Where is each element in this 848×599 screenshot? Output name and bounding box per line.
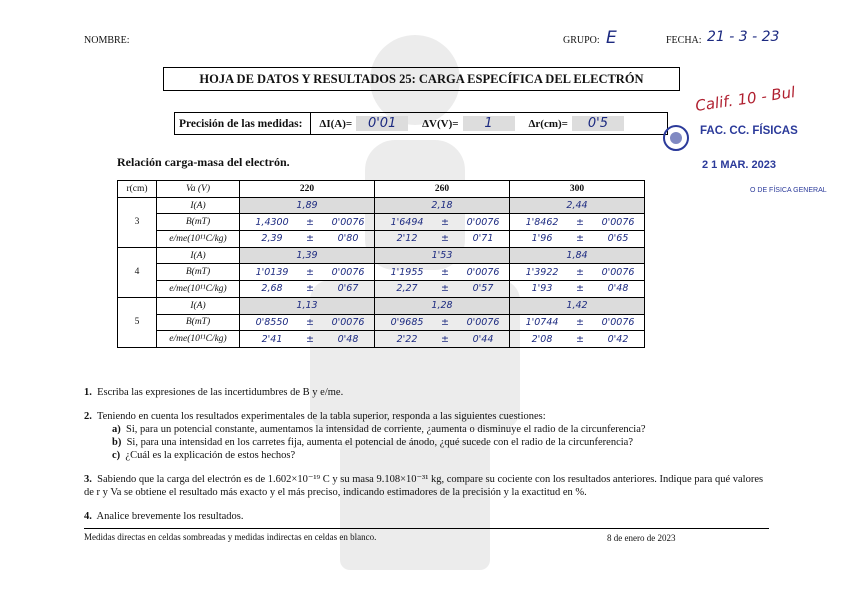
cell-current: 1,84 xyxy=(510,247,645,264)
row-label: e/me(10¹¹C/kg) xyxy=(157,281,240,298)
cell-field: 1'0139 ± 0'0076 xyxy=(240,264,375,281)
table-row xyxy=(118,314,645,331)
table-row xyxy=(118,281,645,298)
question-2c: c) ¿Cuál es la explicación de estos hechos? xyxy=(112,450,296,461)
question-2b: b) Si, para una intensidad en los carretes fija, aumenta el potencial de ánodo, ¿qué sucede con el radio de la circunferencia? xyxy=(112,437,633,448)
question-4: 4. Analice brevemente los resultados. xyxy=(84,511,244,522)
cell-field: 1'8462 ± 0'0076 xyxy=(510,214,645,231)
fecha-value: 21 - 3 - 23 xyxy=(707,29,780,45)
header-r: r(cm) xyxy=(118,181,157,198)
stamp-date: 2 1 MAR. 2023 xyxy=(702,159,776,171)
table-row xyxy=(118,247,645,264)
cell-current: 1'53 xyxy=(375,247,510,264)
row-label: I(A) xyxy=(157,297,240,314)
row-label: e/me(10¹¹C/kg) xyxy=(157,331,240,348)
cell-current: 2,44 xyxy=(510,197,645,214)
cell-charge-mass: 2'41 ± 0'48 xyxy=(240,331,375,348)
precision-label: Precisión de las medidas: xyxy=(175,113,311,134)
grade-annotation: Calif. 10 - Bul xyxy=(694,83,797,115)
data-table xyxy=(117,180,645,348)
precision-box xyxy=(174,112,668,135)
cell-charge-mass: 2'08 ± 0'42 xyxy=(510,331,645,348)
cell-field: 1,4300 ± 0'0076 xyxy=(240,214,375,231)
question-2: 2. Teniendo en cuenta los resultados experimentales de la tabla superior, responda a las siguientes cuestiones: xyxy=(84,411,546,422)
footer-note: Medidas directas en celdas sombreadas y medidas indirectas en celdas en blanco. xyxy=(84,532,377,542)
cell-charge-mass: 2,39 ± 0'80 xyxy=(240,231,375,248)
row-label: I(A) xyxy=(157,247,240,264)
cell-charge-mass: 2,68 ± 0'67 xyxy=(240,281,375,298)
delta-r-label: Δr(cm)= xyxy=(528,117,568,130)
cell-field: 0'8550 ± 0'0076 xyxy=(240,314,375,331)
delta-i-label: ΔI(A)= xyxy=(319,117,353,130)
cell-field: 1'1955 ± 0'0076 xyxy=(375,264,510,281)
cell-current: 1,89 xyxy=(240,197,375,214)
table-row xyxy=(118,331,645,348)
cell-field: 1'6494 ± 0'0076 xyxy=(375,214,510,231)
cell-field: 0'9685 ± 0'0076 xyxy=(375,314,510,331)
stamp-faculty: FAC. CC. FÍSICAS xyxy=(700,125,798,137)
row-label: I(A) xyxy=(157,197,240,214)
r-value: 4 xyxy=(118,247,157,297)
university-seal-icon xyxy=(662,124,690,152)
grupo-label: GRUPO: xyxy=(563,35,600,46)
delta-r-value: 0'5 xyxy=(572,116,624,131)
footer-date: 8 de enero de 2023 xyxy=(607,533,676,543)
table-row xyxy=(118,297,645,314)
table-row xyxy=(118,197,645,214)
stamp-department: O DE FÍSICA GENERAL xyxy=(750,187,827,194)
cell-current: 1,13 xyxy=(240,297,375,314)
grupo-value: E xyxy=(606,28,617,48)
delta-v-label: ΔV(V)= xyxy=(422,117,459,130)
cell-charge-mass: 2'12 ± 0'71 xyxy=(375,231,510,248)
cell-charge-mass: 2,27 ± 0'57 xyxy=(375,281,510,298)
table-row xyxy=(118,264,645,281)
fecha-label: FECHA: xyxy=(666,35,702,46)
row-label: e/me(10¹¹C/kg) xyxy=(157,231,240,248)
footer-divider xyxy=(84,528,769,529)
header-voltage: 300 xyxy=(510,181,645,198)
r-value: 3 xyxy=(118,197,157,247)
header-va: Va (V) xyxy=(157,181,240,198)
cell-current: 1,42 xyxy=(510,297,645,314)
cell-charge-mass: 1'96 ± 0'65 xyxy=(510,231,645,248)
question-1: 1. Escriba las expresiones de las incertidumbres de B y e/me. xyxy=(84,387,344,398)
row-label: B(mT) xyxy=(157,264,240,281)
cell-current: 1,39 xyxy=(240,247,375,264)
cell-current: 1,28 xyxy=(375,297,510,314)
question-2a: a) Si, para un potencial constante, aumentamos la intensidad de corriente, ¿aumenta o disminuye el radio de la circunferencia? xyxy=(112,424,646,435)
cell-charge-mass: 2'22 ± 0'44 xyxy=(375,331,510,348)
cell-field: 1'3922 ± 0'0076 xyxy=(510,264,645,281)
cell-current: 2,18 xyxy=(375,197,510,214)
r-value: 5 xyxy=(118,297,157,347)
cell-charge-mass: 1'93 ± 0'48 xyxy=(510,281,645,298)
page-title: HOJA DE DATOS Y RESULTADOS 25: CARGA ESPECÍFICA DEL ELECTRÓN xyxy=(163,67,680,91)
table-row xyxy=(118,214,645,231)
table-row xyxy=(118,231,645,248)
question-3: 3. Sabiendo que la carga del electrón es de 1.602×10⁻¹⁹ C y su masa 9.108×10⁻³¹ kg, compare su cociente con los resultados anteriores. Indique para qué valores de r y Va se obtiene el resultado más exacto y el más preciso, indicando estimadores de la precisión y la exactitud en %. xyxy=(84,474,764,498)
delta-i-value: 0'01 xyxy=(356,116,408,131)
nombre-label: NOMBRE: xyxy=(84,35,130,46)
cell-field: 1'0744 ± 0'0076 xyxy=(510,314,645,331)
header-voltage: 260 xyxy=(375,181,510,198)
section-subtitle: Relación carga-masa del electrón. xyxy=(117,155,290,169)
delta-v-value: 1 xyxy=(463,116,515,131)
row-label: B(mT) xyxy=(157,214,240,231)
row-label: B(mT) xyxy=(157,314,240,331)
header-voltage: 220 xyxy=(240,181,375,198)
